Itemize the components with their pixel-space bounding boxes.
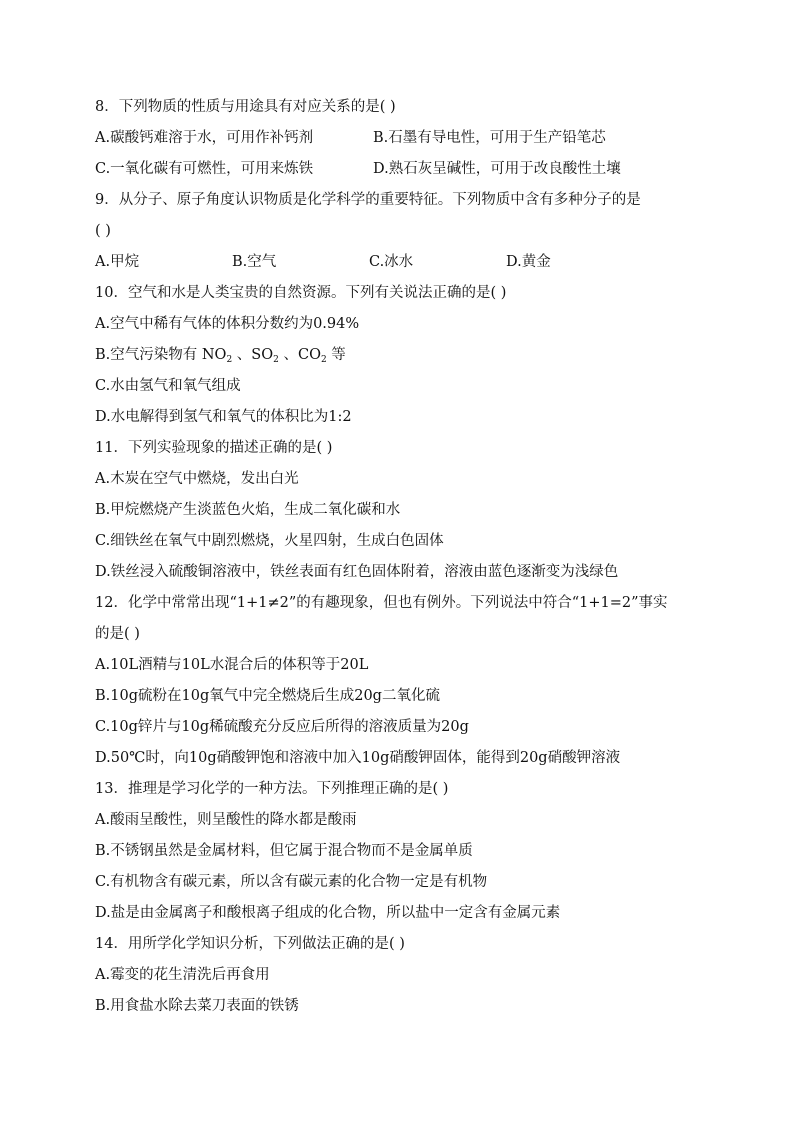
question-13-option-b: B.不锈钢虽然是金属材料，但它属于混合物而不是金属单质 (95, 843, 473, 859)
question-12-option-b: B.10g硫粉在10g氧气中完全燃烧后生成20g二氧化硫 (95, 688, 440, 704)
question-9-stem: 9．从分子、原子角度认识物质是化学科学的重要特征。下列物质中含有多种分子的是 (95, 192, 641, 208)
subscript-2: 2 (320, 355, 327, 365)
question-11-stem: 11．下列实验现象的描述正确的是( ) (95, 440, 333, 456)
question-10-option-b-prefix: B.空气污染物有 NO (95, 347, 227, 363)
question-10-option-a: A.空气中稀有气体的体积分数约为0.94% (95, 316, 360, 332)
exam-page (95, 92, 705, 1022)
question-11-option-d: D.铁丝浸入硫酸铜溶液中，铁丝表面有红色固体附着，溶液由蓝色逐渐变为浅绿色 (95, 564, 619, 580)
question-10-option-b (95, 340, 705, 371)
question-8-options-row-1 (95, 123, 705, 154)
question-10-option-b-sep2: 、CO (278, 347, 321, 363)
question-9-option-d: D.黄金 (506, 254, 551, 270)
question-8-option-d: D.熟石灰呈碱性，可用于改良酸性土壤 (373, 161, 621, 177)
question-14-stem: 14．用所学化学知识分析，下列做法正确的是( ) (95, 936, 405, 952)
question-13-option-c: C.有机物含有碳元素，所以含有碳元素的化合物一定是有机物 (95, 874, 488, 890)
question-12-option-d: D.50℃时，向10g硝酸钾饱和溶液中加入10g硝酸钾固体，能得到20g硝酸钾溶液 (95, 750, 621, 766)
question-10-option-b-sep1: 、SO (232, 347, 274, 363)
question-9-option-b: B.空气 (232, 254, 277, 270)
question-14-option-a: A.霉变的花生清洗后再食用 (95, 967, 270, 983)
question-11-option-a: A.木炭在空气中燃烧，发出白光 (95, 471, 299, 487)
question-8-option-b: B.石墨有导电性，可用于生产铅笔芯 (373, 130, 606, 146)
question-12-stem: 12．化学中常常出现“1+1≠2”的有趣现象，但也有例外。下列说法中符合“1+1=2”事实 (95, 595, 668, 611)
question-9-option-c: C.冰水 (369, 254, 414, 270)
question-10-option-c: C.水由氢气和氧气组成 (95, 378, 241, 394)
question-8-stem: 8．下列物质的性质与用途具有对应关系的是( ) (95, 99, 396, 115)
question-9-option-a: A.甲烷 (95, 254, 140, 270)
question-14-option-b: B.用食盐水除去菜刀表面的铁锈 (95, 998, 299, 1014)
question-10-option-b-suffix: 等 (326, 347, 346, 363)
subscript-2: 2 (273, 355, 279, 365)
question-11-option-b: B.甲烷燃烧产生淡蓝色火焰，生成二氧化碳和水 (95, 502, 401, 518)
question-13-option-a: A.酸雨呈酸性，则呈酸性的降水都是酸雨 (95, 812, 357, 828)
question-10-stem: 10．空气和水是人类宝贵的自然资源。下列有关说法正确的是( ) (95, 285, 507, 301)
question-12-stem-continued: 的是( ) (95, 626, 140, 642)
question-13-option-d: D.盐是由金属离子和酸根离子组成的化合物，所以盐中一定含有金属元素 (95, 905, 561, 921)
question-9-options (95, 247, 705, 278)
question-8-options-row-2 (95, 154, 705, 185)
question-9-stem-continued: ( ) (95, 223, 111, 239)
question-12-option-c: C.10g锌片与10g稀硫酸充分反应后所得的溶液质量为20g (95, 719, 469, 735)
question-8-option-a: A.碳酸钙难溶于水，可用作补钙剂 (95, 130, 314, 146)
question-12-option-a: A.10L酒精与10L水混合后的体积等于20L (95, 657, 369, 673)
question-8-option-c: C.一氧化碳有可燃性，可用来炼铁 (95, 161, 314, 177)
subscript-2: 2 (226, 355, 233, 365)
question-10-option-d: D.水电解得到氢气和氧气的体积比为1:2 (95, 409, 352, 425)
question-13-stem: 13．推理是学习化学的一种方法。下列推理正确的是( ) (95, 781, 449, 797)
question-11-option-c: C.细铁丝在氧气中剧烈燃烧，火星四射，生成白色固体 (95, 533, 444, 549)
